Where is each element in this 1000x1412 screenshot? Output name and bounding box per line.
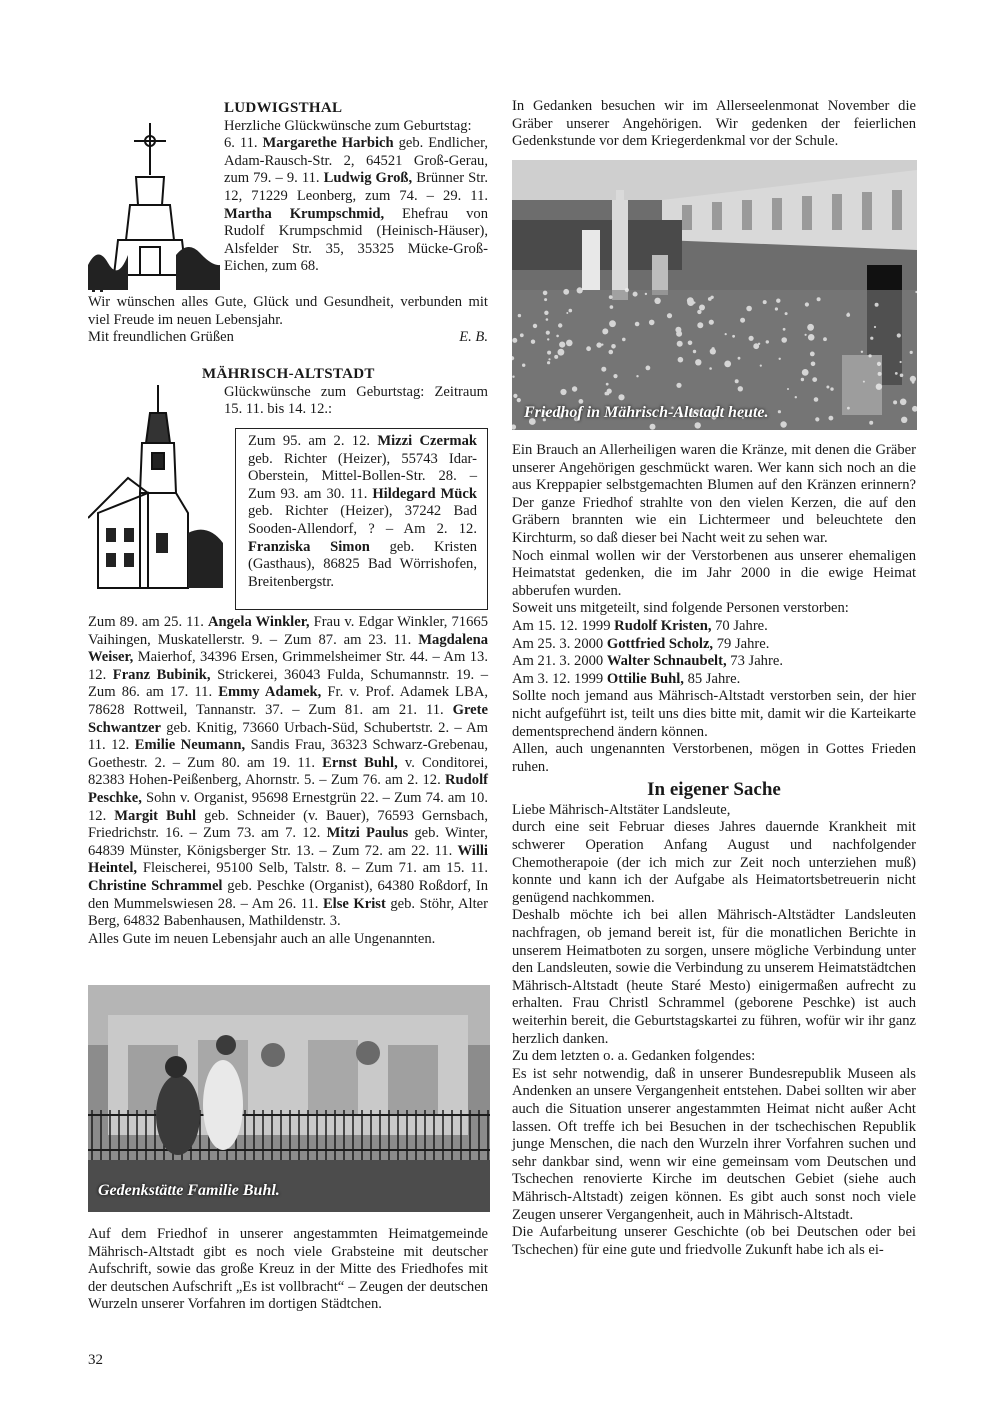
- eigener-sache-heading: In eigener Sache: [647, 779, 781, 801]
- eigene-p5: Die Aufarbeitung unserer Geschichte (ob bei Deutschen oder bei Tschechen) für eine gute und friedvolle Zukunft habe ich als ei-: [512, 1224, 916, 1258]
- allen-paragraph: Allen, auch ungenannten Verstorbenen, mögen in Gottes Frieden ruhen.: [512, 741, 916, 775]
- birthday-entry: Grete Schwantzer geb. Knitig, 73660 Urbach-Süd, Schubertstr. 2. – Am 11. 12.: [88, 701, 488, 754]
- ludwigsthal-greeting-line: Mit freundlichen Grüßen E. B.: [88, 329, 488, 346]
- sollte-paragraph: Sollte noch jemand aus Mährisch-Altstadt verstorben sein, der hier nicht aufgeführt ist, teilt uns dies bitte mit, damit wir die Karteikarte dementsprechend ändern können.: [512, 688, 916, 740]
- death-entry: Am 15. 12. 1999 Rudolf Kristen, 70 Jahre.: [512, 617, 768, 634]
- birthday-entry: Else Krist geb. Stöhr, Alter Berg, 64832 Babenhausen, Mathildenstr. 3.: [88, 895, 488, 930]
- maehrisch-intro: Glückwünsche zum Geburtstag: Zeitraum 15. 11. bis 14. 12.:: [224, 383, 488, 418]
- ludwigsthal-cross-illustration: [88, 115, 223, 300]
- birthday-entry: Emilie Neumann, Sandis Frau, 36323 Schwarz-Grebenau, Goethestr. 2. – Zum 80. am 19. 11.: [88, 737, 489, 771]
- photo-gedenkstaette-caption: Gedenkstätte Familie Buhl.: [98, 1182, 280, 1199]
- soweit-line: Soweit uns mitgeteilt, sind folgende Personen verstorben:: [512, 600, 849, 617]
- photo-gedenkstaette: [88, 985, 490, 1212]
- maehrisch-closing: Alles Gute im neuen Lebensjahr auch an alle Ungenannten.: [88, 930, 436, 947]
- ludwigsthal-title: LUDWIGSTHAL: [224, 100, 343, 116]
- photo-friedhof-caption: Friedhof in Mährisch-Altstadt heute.: [524, 404, 769, 421]
- maehrisch-header: [202, 366, 488, 419]
- ludwigsthal-intro: Herzliche Glückwünsche zum Geburtstag:: [224, 117, 472, 134]
- birthday-entry: Ernst Buhl, v. Conditorei, 82383 Hohen-Peißenberg, Ahornstr. 5. – Zum 76. am 2. 12.: [88, 754, 489, 789]
- ludwigsthal-wish: Wir wünschen alles Gute, Glück und Gesundheit, verbunden mit viel Freude im neuen Lebensjahr.: [88, 294, 488, 328]
- eigene-p2: Deshalb möchte ich bei allen Mährisch-Altstädter Landsleuten nachfragen, ob jemand bereit ist, für die monatlichen Berichte in unserem Heimatboten zu sorgen, unsere mögliche Verbindung unter den Landsleuten, sowie die Verbindung zu unserem Heimatstädtchen Mährisch-Altstadt (heute Staré Mesto) einigermaßen aufrecht zu erhalten. Frau Christl Schrammel (geborene Peschke) ist auch weiterhin bereit, die Geburtstagskartei zu führen, wofür wir ihr ganz herzlich danken.: [512, 907, 916, 1047]
- birthday-entry: Franz Bubinik, Strickerei, 36043 Fulda, Schumannstr. 19. – Zum 86. am 17. 11.: [88, 666, 489, 701]
- friedhof-paragraph: Auf dem Friedhof in unserer angestammten Heimatgemeinde Mährisch-Altstadt gibt es noch viele Grabsteine mit deutscher Aufschrift, sowie das große Kreuz in der Mitte des Friedhofes mit der deutschen Aufschrift „Es ist vollbracht“ – Zeugen der deutschen Wurzeln unserer Vorfahren im dortigen Städtchen.: [88, 1226, 488, 1313]
- maehrisch-boxed-birthdays: Zum 95. am 2. 12. Mizzi Czermak geb. Richter (Heizer), 55743 Idar-Oberstein, Mittel-Bollen-Str. 28. – Zum 93. am 30. 11. Hildegard Mück geb. Richter (Heizer), 37242 Bad Sooden-Allendorf, ? – Am 2. 12. Franziska Simon geb. Kristen (Gasthaus), 86825 Bad Wörrishofen, Breitenbergstr.: [235, 428, 488, 610]
- birthday-entry: Rudolf Peschke, Sohn v. Organist, 95698 Ernestgrün 22. – Zum 74. am 10. 12.: [88, 772, 488, 824]
- birthday-entry: Emmy Adamek, Fr. v. Prof. Adamek LBA, 78628 Rottweil, Tannanstr. 37. – Zum 81. am 21. 11.: [88, 684, 489, 718]
- maehrisch-birthday-list: [88, 614, 488, 948]
- page-number: 32: [88, 1352, 103, 1368]
- death-entry: Am 3. 12. 1999 Ottilie Buhl, 85 Jahre.: [512, 670, 741, 687]
- ludwigsthal-signature: E. B.: [459, 329, 488, 346]
- birthday-entry: Zum 89. am 25. 11. Angela Winkler, Frau v. Edgar Winkler, 71665 Vaihingen, Muskatellerstr. 9. – Zum 87. am 23. 11.: [88, 614, 488, 648]
- photo-friedhof: [512, 160, 917, 430]
- salutation: Liebe Mährisch-Altstäter Landsleute,: [512, 801, 731, 818]
- eigene-p1: durch eine seit Februar dieses Jahres dauernde Krankheit mit schwerer Operation Anfang August und nachfolgender Chemotherapoie (der ich mich zur Zeit noch unterziehen muß) konnte und kann ich der Aufgabe als Heimatortsbetreuerin nicht genügend nachkommen.: [512, 819, 916, 906]
- ludwigsthal-closing: [88, 294, 488, 347]
- maehrisch-title: MÄHRISCH-ALTSTADT: [202, 366, 375, 382]
- birthday-entry: Mitzi Paulus geb. Winter, 64839 Münster, Königsberger Str. 13. – Zum 72. am 22. 11.: [88, 825, 488, 859]
- birthday-entry: Magdalena Weiser, Maierhof, 34396 Ersen, Grimmelsheimer Str. 44. – Am 13. 12.: [88, 631, 489, 683]
- ludwigsthal-section: [224, 100, 488, 276]
- birthday-entry: Margit Buhl geb. Schneider (v. Bauer), 76593 Gernsbach, Friedrichstr. 16. – Zum 73. am 7. 12.: [88, 807, 488, 842]
- eigene-p4: Es ist sehr notwendig, daß in unserer Bundesrepublik Museen als Andenken an unsere Vergangenheit entstehen. Dabei sollten wir aber auch die Situation unserer angestammten Heimat nicht außer Acht lassen. Oft treffe ich bei Besuchen in der tschechischen Republik junge Menschen, die nach den Wurzeln ihrer Vorfahren suchen und sehr dankbar sind, wenn wir eine gemeinsam vom Deutschen und Tschechen renovierte Kirche im deutschen Gebiet (siehe auch Mährisch-Altstadt) zeigen können. Es gibt auch sonst noch viele Zeugen unserer Vergangenheit, auch in Mährisch-Altstadt.: [512, 1065, 916, 1223]
- right-intro: In Gedanken besuchen wir im Allerseelenmonat November die Gräber unserer Angehörigen. Wir gedenken der feierlichen Gedenkstunde vor dem Kriegerdenkmal vor der Schule.: [512, 98, 916, 150]
- death-entry: Am 25. 3. 2000 Gottfried Scholz, 79 Jahre.: [512, 635, 770, 652]
- deaths-list: [512, 618, 916, 688]
- eigene-p3: Zu dem letzten o. a. Gedanken folgendes:: [512, 1048, 756, 1065]
- right-body: [512, 442, 916, 1259]
- noch-paragraph: Noch einmal wollen wir der Verstorbenen aus unserer ehemaligen Heimatstat gedenken, die im Jahr 2000 in die ewige Heimat abberufen wurden.: [512, 547, 916, 599]
- birthday-entry: Willi Heintel, Fleischerei, 95100 Selb, Talstr. 8. – Zum 71. am 15. 11.: [88, 842, 489, 877]
- death-entry: Am 21. 3. 2000 Walter Schnaubelt, 73 Jahre.: [512, 653, 783, 670]
- birthday-entry: Christine Schrammel geb. Peschke (Organist), 64380 Roßdorf, In den Mummelswiesen 28. – Am 26. 11.: [88, 877, 488, 912]
- brauch-paragraph: Ein Brauch an Allerheiligen waren die Kränze, mit denen die Gräber unserer Angehörigen geschmückt waren. Wer kann sich noch an die aus Kreppapier selbstgemachten Blumen auf den Kränzen erinnern? Der ganze Friedhof strahlte von den vielen Kerzen, die auf den Gräbern brannten wie ein Lichtermeer und beleuchtete den Kirchturm, so daß dieser bei Nacht weit zu sehen war.: [512, 442, 916, 546]
- ludwigsthal-entries: 6. 11. Margarethe Harbich geb. Endlicher, Adam-Rausch-Str. 2, 64521 Groß-Gerau, zum 79. – 9. 11. Ludwig Groß, Brünner Str. 12, 71229 Leonberg, zum 74. – 29. 11. Martha Krumpschmid, Ehefrau von Rudolf Krumpschmid (Heinisch-Häuser), Alsfelder Str. 35, 35325 Mücke-Groß-Eichen, zum 68.: [224, 135, 489, 275]
